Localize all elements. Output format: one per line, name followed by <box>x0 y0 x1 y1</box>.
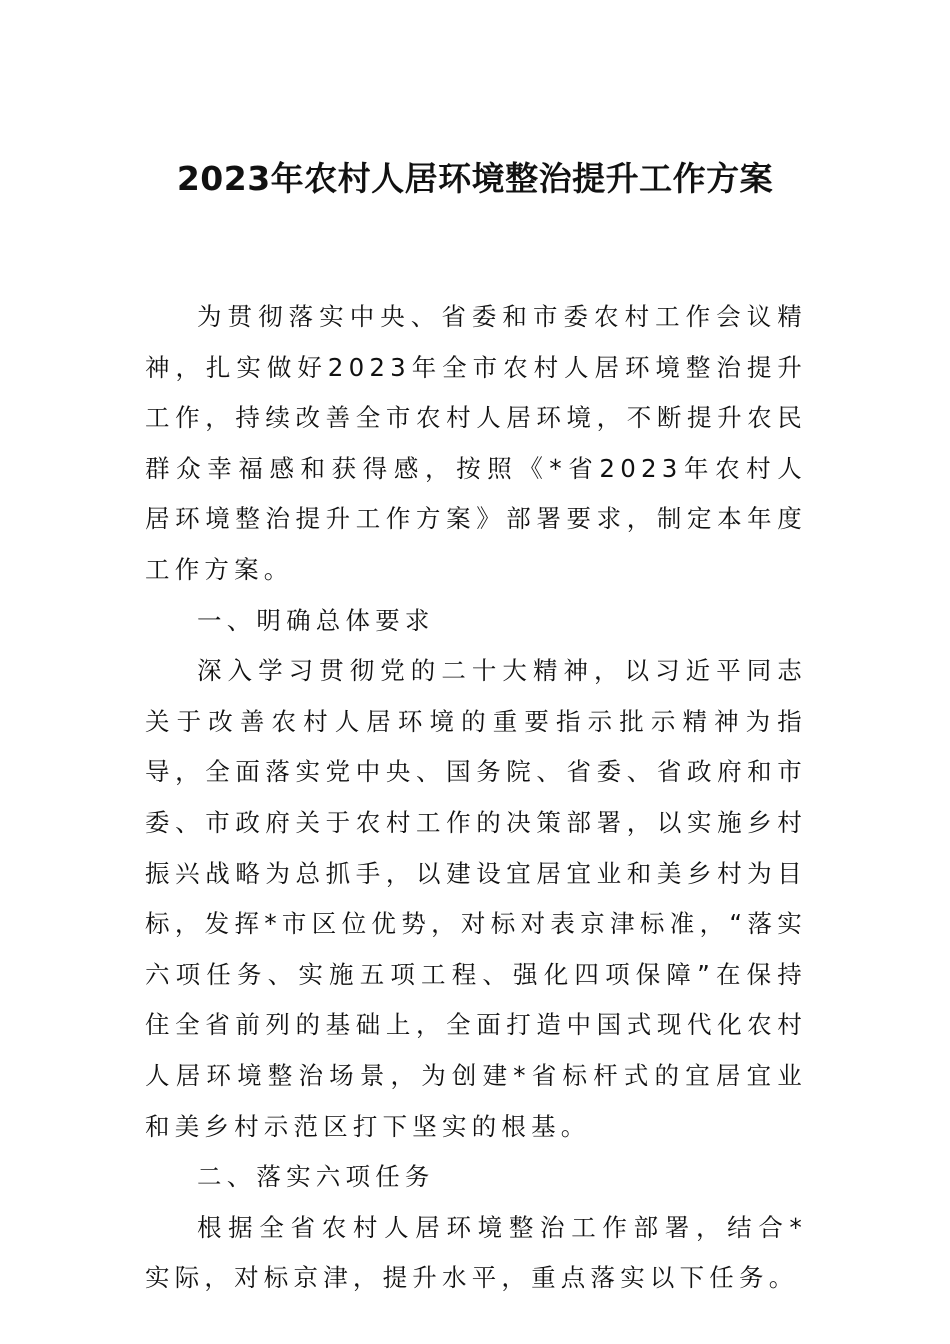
section-heading-1: 一、明确总体要求 <box>197 605 435 635</box>
document-title: 2023年农村人居环境整治提升工作方案 <box>176 159 774 198</box>
paragraph-overall-requirements: 深入学习贯彻党的二十大精神，以习近平同志关于改善农村人居环境的重要指示批示精神为指导，全面落实党中央、国务院、省委、省政府和市委、市政府关于农村工作的决策部署，以实施乡村振兴战略为总抓手，以建设宜居宜业和美乡村为目标，发挥*市区位优势，对标对表京津标准，“落实六项任务、实施五项工程、强化四项保障”在保持住全省前列的基础上，全面打造中国式现代化农村人居环境整治场景，为创建*省标杆式的宜居宜业和美乡村示范区打下坚实的根基。 <box>145 656 807 1141</box>
paragraph-six-tasks: 根据全省农村人居环境整治工作部署，结合*实际，对标京津，提升水平，重点落实以下任务。 <box>145 1212 807 1293</box>
section-heading-2: 二、落实六项任务 <box>197 1162 435 1192</box>
paragraph-intro: 为贯彻落实中央、省委和市委农村工作会议精神，扎实做好2023年全市农村人居环境整治提升工作，持续改善全市农村人居环境，不断提升农民群众幸福感和获得感，按照《*省2023年农村人居环境整治提升工作方案》部署要求，制定本年度工作方案。 <box>145 302 807 584</box>
document-body <box>145 292 807 1304</box>
